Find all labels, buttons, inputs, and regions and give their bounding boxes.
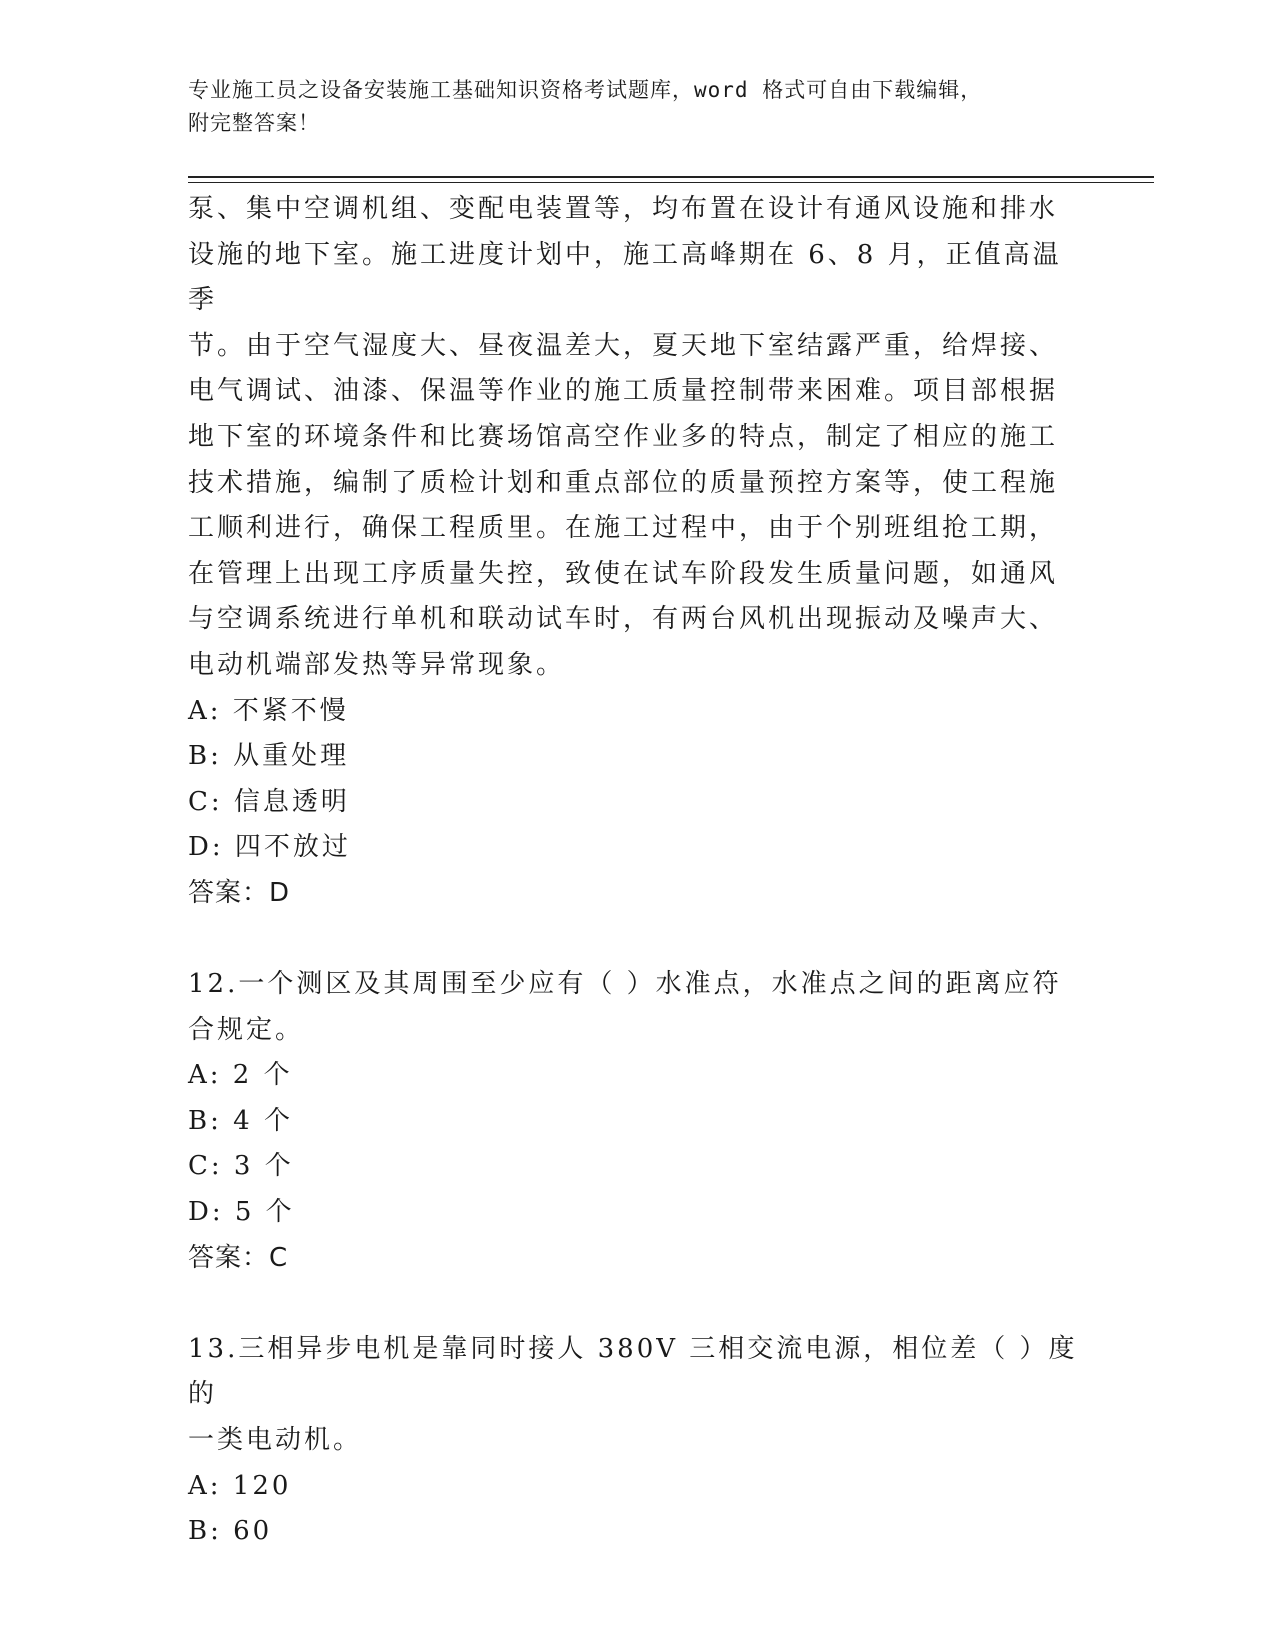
question-12 (188, 962, 1088, 1281)
header-line-2: 附完整答案！ (188, 111, 320, 135)
option-a: A: 120 (188, 1470, 292, 1501)
question-text-line: 电动机端部发热等异常现象。 (188, 649, 566, 680)
option-a: A: 不紧不慢 (188, 695, 349, 726)
page-header (188, 74, 1068, 140)
option-b: B: 60 (188, 1516, 273, 1547)
header-line-1: 专业施工员之设备安装施工基础知识资格考试题库，word 格式可自由下载编辑， (188, 78, 983, 102)
question-text-line: 合规定。 (188, 1014, 305, 1045)
question-text-line: 与空调系统进行单机和联动试车时，有两台风机出现振动及噪声大、 (188, 604, 1059, 635)
option-a: A: 2 个 (188, 1060, 293, 1091)
question-text-line: 电气调试、油漆、保温等作业的施工质量控制带来困难。项目部根据 (188, 376, 1059, 407)
option-b: B: 从重处理 (188, 741, 350, 772)
option-d: D: 5 个 (188, 1197, 295, 1228)
option-b: B: 4 个 (188, 1105, 293, 1136)
question-spacer (188, 1281, 1088, 1327)
question-text-line: 地下室的环境条件和比赛场馆高空作业多的特点，制定了相应的施工 (188, 421, 1059, 452)
question-text-line: 节。由于空气湿度大、昼夜温差大，夏天地下室结露严重，给焊接、 (188, 330, 1059, 361)
option-c: C: 3 个 (188, 1151, 294, 1182)
header-divider-thin (188, 182, 1154, 183)
header-divider-thick (188, 176, 1154, 178)
option-d: D: 四不放过 (188, 832, 351, 863)
question-text-line: 一类电动机。 (188, 1425, 363, 1456)
question-text-line: 12.一个测区及其周围至少应有（ ）水准点，水准点之间的距离应符 (188, 969, 1062, 1000)
answer-line: 答案：D (188, 877, 291, 908)
question-content (188, 187, 1088, 1555)
question-text-line: 13.三相异步电机是靠同时接人 380V 三相交流电源，相位差（ ）度的 (188, 1333, 1078, 1410)
question-11 (188, 187, 1088, 917)
question-text-line: 技术措施，编制了质检计划和重点部位的质量预控方案等，使工程施 (188, 467, 1059, 498)
question-text-line: 设施的地下室。施工进度计划中，施工高峰期在 6、8 月，正值高温季 (188, 239, 1062, 316)
question-text-line: 工顺利进行，确保工程质里。在施工过程中，由于个别班组抢工期， (188, 513, 1059, 544)
question-text-line: 在管理上出现工序质量失控，致使在试车阶段发生质量问题，如通风 (188, 558, 1059, 589)
option-c: C: 信息透明 (188, 786, 350, 817)
question-text-line: 泵、集中空调机组、变配电装置等，均布置在设计有通风设施和排水 (188, 194, 1059, 224)
question-spacer (188, 917, 1088, 963)
answer-line: 答案：C (188, 1242, 289, 1273)
question-13 (188, 1327, 1088, 1555)
